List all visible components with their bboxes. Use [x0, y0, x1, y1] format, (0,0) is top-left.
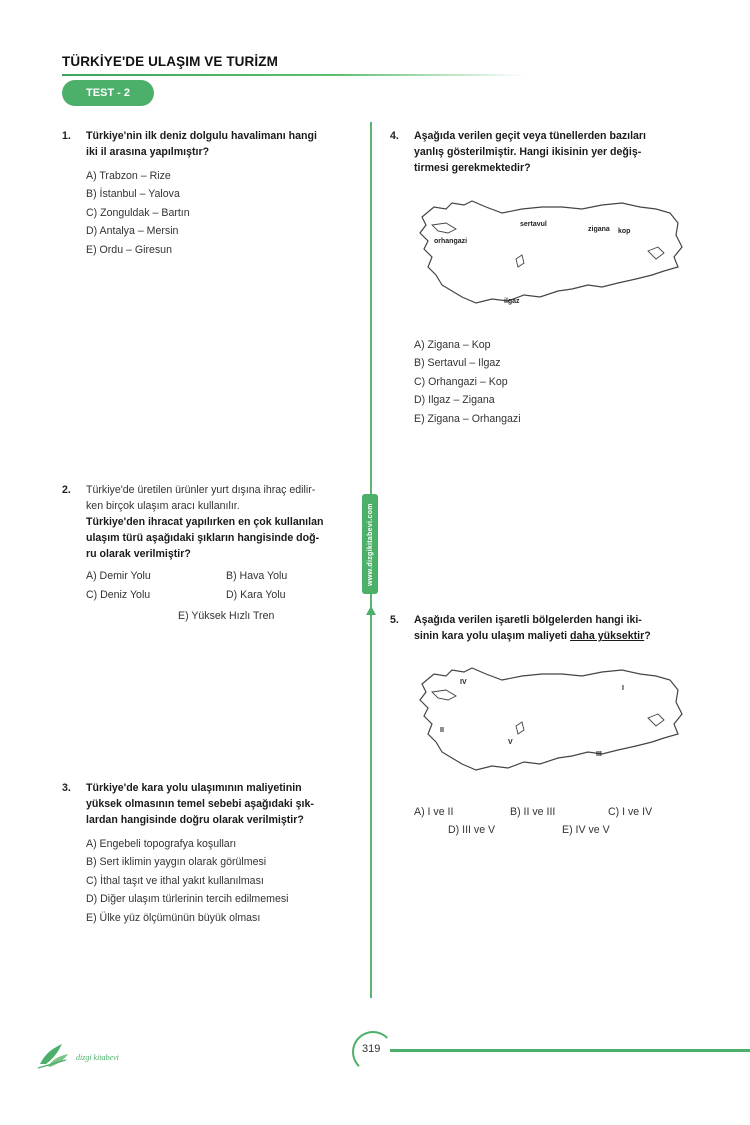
option-d[interactable]: D) Ilgaz – Zigana: [414, 394, 495, 407]
question-stem: Türkiye'den ihracat yapılırken en çok kullanılan: [86, 516, 324, 528]
question-stem: iki il arasına yapılmıştır?: [86, 146, 210, 158]
map-label-IV: IV: [460, 679, 467, 686]
map-label-kop: kop: [618, 228, 631, 235]
option-b[interactable]: B) Hava Yolu: [226, 570, 288, 582]
stem-question-mark: ?: [644, 630, 651, 642]
up-arrow-icon: [366, 606, 376, 615]
test-badge: TEST - 2: [62, 80, 154, 106]
option-c[interactable]: C) Orhangazi – Kop: [414, 375, 508, 388]
question-number: 2.: [62, 484, 71, 496]
option-d[interactable]: D) III ve V: [448, 824, 496, 836]
option-d[interactable]: D) Antalya – Mersin: [86, 225, 179, 238]
options-grid: [414, 804, 724, 844]
question-stem: ulaşım türü aşağıdaki şıkların hangisinde doğ-: [86, 532, 320, 544]
map-label-sertavul: sertavul: [520, 221, 547, 228]
option-c[interactable]: C) I ve IV: [608, 806, 653, 818]
option-d[interactable]: D) Kara Yolu: [226, 589, 286, 601]
map-label-V: V: [508, 739, 513, 746]
option-e[interactable]: E) Ülke yüz ölçümünün büyük olması: [86, 911, 261, 924]
option-c[interactable]: C) İthal taşıt ve ithal yakıt kullanılması: [86, 874, 264, 887]
option-a[interactable]: A) Demir Yolu: [86, 570, 151, 582]
map-label-ilgaz: ilgaz: [504, 298, 520, 305]
stem-underlined: daha yüksektir: [570, 630, 645, 642]
question-stem: yanlış gösterilmiştir. Hangi ikisinin yer değiş-: [414, 146, 642, 158]
question-stem: ru olarak verilmiştir?: [86, 548, 191, 560]
option-b[interactable]: B) II ve III: [510, 806, 556, 818]
map-label-orhangazi: orhangazi: [434, 238, 468, 245]
option-b[interactable]: B) Sert iklimin yaygın olarak görülmesi: [86, 856, 267, 869]
publisher-logo: [36, 1038, 126, 1070]
question-stem: Türkiye'de kara yolu ulaşımının maliyetinin: [86, 782, 302, 794]
option-a[interactable]: A) Zigana – Kop: [414, 339, 491, 351]
question-stem: Türkiye'nin ilk deniz dolgulu havalimanı hangi: [86, 130, 317, 142]
option-b[interactable]: B) Sertavul – Ilgaz: [414, 357, 501, 370]
question-number: 5.: [390, 614, 399, 626]
option-d[interactable]: D) Diğer ulaşım türlerinin tercih edilmemesi: [86, 893, 289, 906]
page-number: 319: [362, 1043, 381, 1055]
question-number: 4.: [390, 130, 399, 142]
option-a[interactable]: A) Engebeli topografya koşulları: [86, 838, 237, 850]
options-grid: [86, 568, 366, 630]
map-label-zigana: zigana: [588, 226, 610, 233]
option-c[interactable]: C) Zonguldak – Bartın: [86, 206, 190, 219]
page-title: TÜRKİYE'DE ULAŞIM VE TURİZM: [62, 54, 278, 69]
option-a[interactable]: A) I ve II: [414, 806, 454, 818]
question-stem: Aşağıda verilen işaretli bölgelerden hangi iki-: [414, 614, 642, 626]
title-underline: [62, 74, 527, 76]
option-b[interactable]: B) İstanbul – Yalova: [86, 188, 180, 201]
side-tab-text: www.dizgikitabevi.com: [366, 502, 374, 586]
question-number: 1.: [62, 130, 71, 142]
footer-line: [390, 1049, 750, 1052]
question-stem: Aşağıda verilen geçit veya tünellerden bazıları: [414, 130, 646, 142]
question-stem-line2: [414, 628, 704, 644]
option-e[interactable]: E) IV ve V: [562, 824, 610, 836]
question-5-options: [390, 804, 700, 844]
option-a[interactable]: A) Trabzon – Rize: [86, 170, 171, 182]
map-label-II: II: [440, 727, 444, 734]
option-e[interactable]: E) Yüksek Hızlı Tren: [178, 610, 275, 622]
option-e[interactable]: E) Zigana – Orhangazi: [414, 412, 521, 425]
question-stem: lardan hangisinde doğru olarak verilmiştir?: [86, 814, 304, 826]
question-stem: yüksek olmasının temel sebebi aşağıdaki şık-: [86, 798, 314, 810]
question-intro: Türkiye'de üretilen ürünler yurt dışına ihraç edilir-: [86, 484, 316, 496]
question-stem: tirmesi gerekmektedir?: [414, 162, 531, 174]
map-label-I: I: [622, 685, 624, 692]
option-c[interactable]: C) Deniz Yolu: [86, 589, 151, 601]
option-e[interactable]: E) Ordu – Giresun: [86, 243, 172, 256]
stem-text: sinin kara yolu ulaşım maliyeti: [414, 630, 571, 642]
map-label-III: III: [596, 751, 602, 758]
question-intro: ken birçok ulaşım aracı kullanılır.: [86, 500, 240, 512]
question-number: 3.: [62, 782, 71, 794]
publisher-name: dizgi kitabevi: [76, 1053, 119, 1062]
turkey-map-regions: [412, 662, 687, 782]
turkey-map-passes: [412, 195, 687, 315]
